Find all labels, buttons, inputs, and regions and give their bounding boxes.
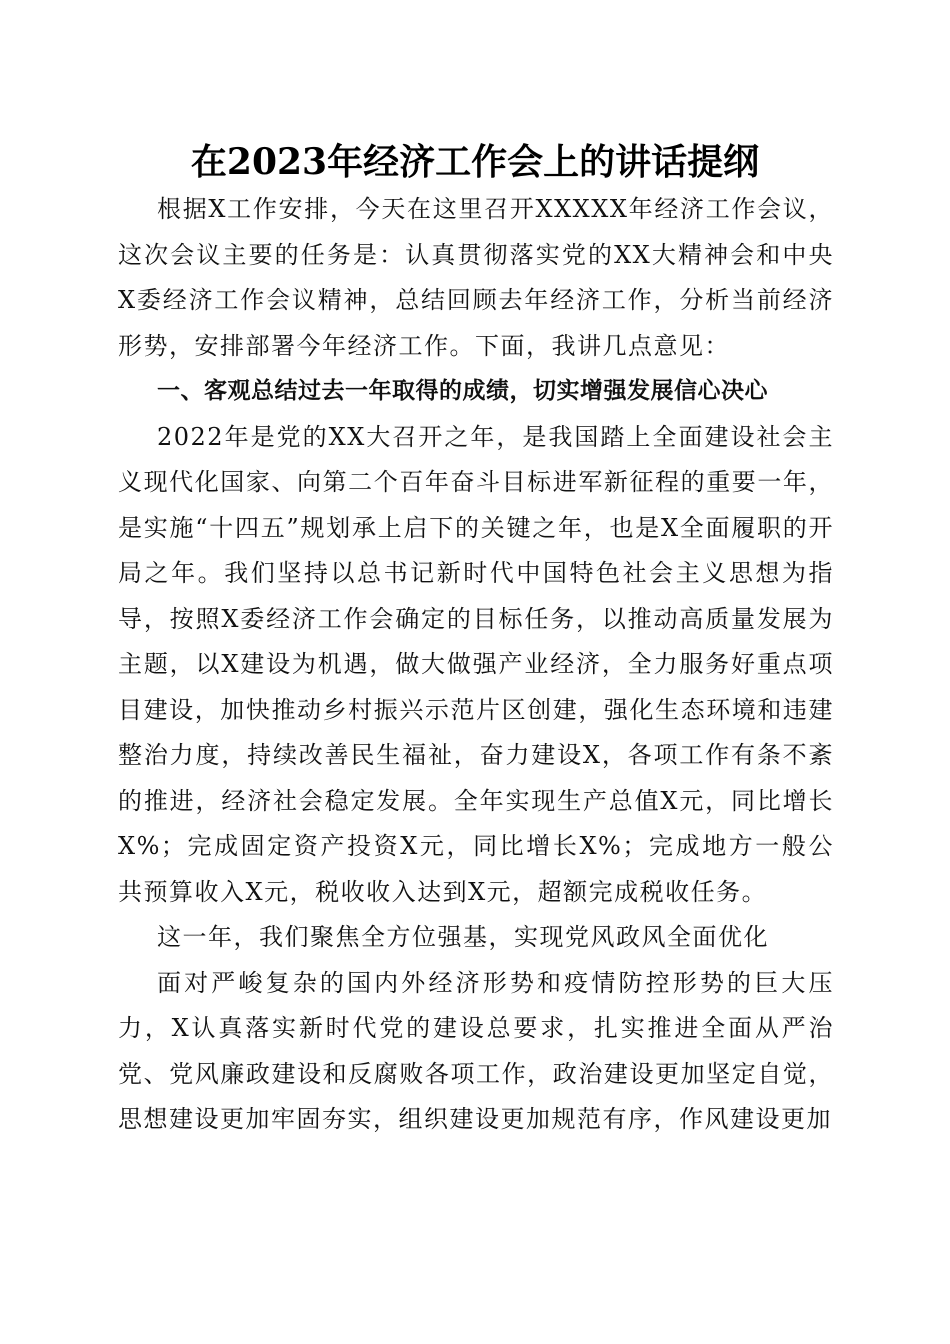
subheading-paragraph: 这一年，我们聚焦全方位强基，实现党风政风全面优化 <box>157 923 769 951</box>
document-title: 在2023年经济工作会上的讲话提纲 <box>190 141 760 183</box>
party-building-paragraph: 面对严峻复杂的国内外经济形势和疫情防控形势的巨大压力，X认真落实新时代党的建设总要求，扎实推进全面从严治党、党风廉政建设和反腐败各项工作，政治建设更加坚定自觉，思想建设更加牢固夯实，组织建设更加规范有序，作风建设更加 <box>118 968 834 1133</box>
intro-paragraph: 根据X工作安排，今天在这里召开XXXXX年经济工作会议，这次会议主要的任务是：认真贯彻落实党的XX大精神会和中央X委经济工作会议精神，总结回顾去年经济工作，分析当前经济形势，安排部署今年经济工作。下面，我讲几点意见： <box>118 195 834 360</box>
section-heading-1: 一、客观总结过去一年取得的成绩，切实增强发展信心决心 <box>157 378 768 404</box>
achievements-paragraph: 2022年是党的XX大召开之年，是我国踏上全面建设社会主义现代化国家、向第二个百年奋斗目标进军新征程的重要一年，是实施“十四五”规划承上启下的关键之年，也是X全面履职的开局之年。我们坚持以总书记新时代中国特色社会主义思想为指导，按照X委经济工作会确定的目标任务，以推动高质量发展为主题，以X建设为机遇，做大做强产业经济，全力服务好重点项目建设，加快推动乡村振兴示范片区创建，强化生态环境和违建整治力度，持续改善民生福祉，奋力建设X，各项工作有条不紊的推进，经济社会稳定发展。全年实现生产总值X元，同比增长X%；完成固定资产投资X元，同比增长X%；完成地方一般公共预算收入X元，税收收入达到X元，超额完成税收任务。 <box>118 422 834 906</box>
document-body <box>118 187 834 1143</box>
